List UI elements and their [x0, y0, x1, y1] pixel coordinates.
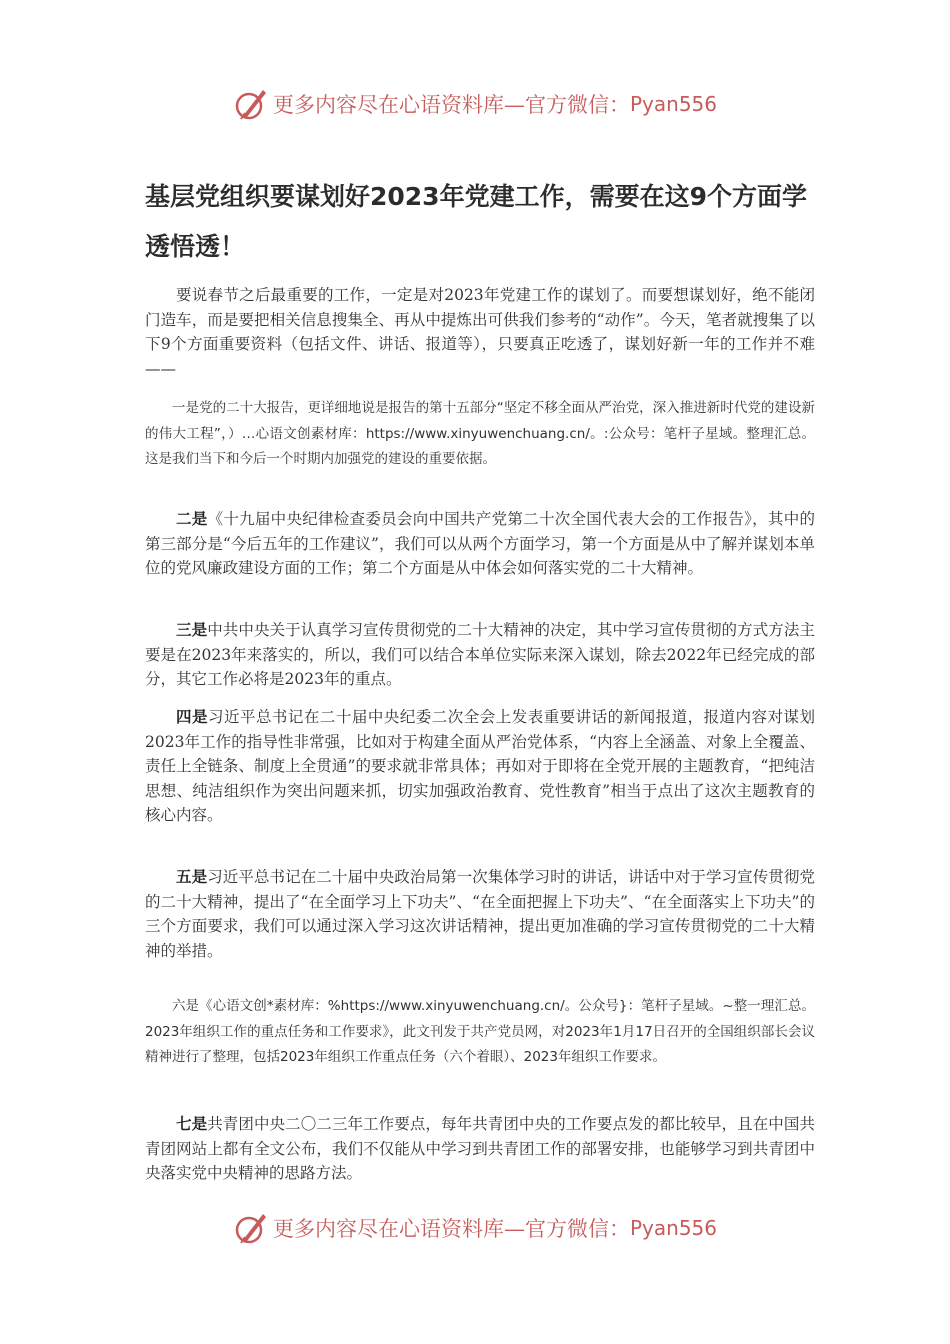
point-six-paragraph: 六是《心语文创*素材库：%https://www.xinyuwenchuang.cn/。公众号}：笔杆子星域。~整一理汇总。2023年组织工作的重点任务和工作要求》，此文刊发于共产党员网，对2023年1月17日召开的全国组织部长会议精神进行了整理，包括2023年组织工作重点任务（六个着眼）、2023年组织工作要求。 [145, 998, 815, 1065]
quill-pen-logo-icon [233, 86, 269, 122]
point-two-lead: 二是 [176, 509, 208, 528]
point-seven-paragraph [145, 1112, 815, 1186]
banner-text: 更多内容尽在心语资料库—官方微信： [272, 93, 630, 117]
article-title: 基层党组织要谋划好2023年党建工作，需要在这9个方面学透悟透！ [145, 182, 807, 261]
banner-text: 更多内容尽在心语资料库—官方微信： [272, 1217, 630, 1241]
point-five-lead: 五是 [176, 867, 208, 886]
point-four-text: 习近平总书记在二十届中央纪委二次全会上发表重要讲话的新闻报道，报道内容对谋划2023年工作的指导性非常强，比如对于构建全面从严治党体系，“内容上全涵盖、对象上全覆盖、责任上全链条、制度上全贯通”的要求就非常具体；再如对于即将在全党开展的主题教育，“把纯洁思想、纯洁组织作为突出问题来抓，切实加强政治教育、党性教育”相当于点出了这次主题教育的核心内容。 [145, 708, 815, 825]
banner-wechat-id: Pyan556 [629, 1216, 717, 1240]
point-seven-lead: 七是 [176, 1114, 208, 1133]
intro-paragraph: 要说春节之后最重要的工作，一定是对2023年党建工作的谋划了。而要想谋划好，绝不能闭门造车，而是要把相关信息搜集全、再从中提炼出可供我们参考的“动作”。今天，笔者就搜集了以下9个方面重要资料（包括文件、讲话、报道等），只要真正吃透了，谋划好新一年的工作并不难—— [145, 286, 815, 378]
point-one-paragraph: 一是党的二十大报告，更详细地说是报告的第十五部分“坚定不移全面从严治党，深入推进新时代党的建设新的伟大工程”，）…心语文创素材库：https://www.xinyuwenchuang.cn/。:公众号：笔杆子星域。整理汇总。这是我们当下和今后一个时期内加强党的建设的重要依据。 [145, 400, 815, 467]
point-three-text: 中共中央关于认真学习宣传贯彻党的二十大精神的决定，其中学习宣传贯彻的方式方法主要是在2023年来落实的，所以，我们可以结合本单位实际来深入谋划，除去2022年已经完成的部分，其它工作必将是2023年的重点。 [145, 621, 815, 689]
quill-pen-logo-icon [233, 1210, 269, 1246]
point-five-paragraph [145, 865, 815, 963]
point-two-paragraph [145, 507, 815, 581]
banner-wechat-id: Pyan556 [629, 92, 717, 116]
point-two-text: 《十九届中央纪律检查委员会向中国共产党第二十次全国代表大会的工作报告》，其中的第三部分是“今后五年的工作建议”，我们可以从两个方面学习，第一个方面是从中了解并谋划本单位的党风廉政建设方面的工作；第二个方面是从中体会如何落实党的二十大精神。 [145, 510, 815, 578]
header-banner [0, 84, 950, 124]
footer-banner [0, 1208, 950, 1248]
point-four-lead: 四是 [176, 707, 208, 726]
point-five-text: 习近平总书记在二十届中央政治局第一次集体学习时的讲话，讲话中对于学习宣传贯彻党的二十大精神，提出了“在全面学习上下功夫”、“在全面把握上下功夫”、“在全面落实上下功夫”的三个方面要求，我们可以通过深入学习这次讲话精神，提出更加准确的学习宣传贯彻党的二十大精神的举措。 [145, 868, 815, 960]
point-seven-text: 共青团中央二〇二三年工作要点，每年共青团中央的工作要点发的都比较早，且在中国共青团网站上都有全文公布，我们不仅能从中学习到共青团工作的部署安排，也能够学习到共青团中央落实党中央精神的思路方法。 [145, 1115, 815, 1183]
point-three-paragraph [145, 618, 815, 692]
point-three-lead: 三是 [176, 620, 208, 639]
point-four-paragraph [145, 705, 815, 828]
